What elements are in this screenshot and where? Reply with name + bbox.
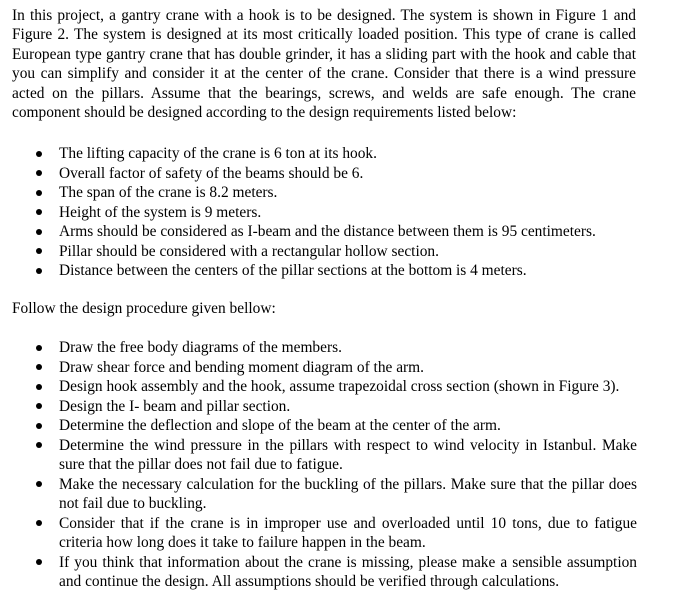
design-procedure-list	[12, 338, 679, 592]
requirement-item: The span of the crane is 8.2 meters.	[12, 183, 637, 203]
requirement-item: Distance between the centers of the pillar sections at the bottom is 4 meters.	[12, 261, 637, 281]
procedure-item: Design the I- beam and pillar section.	[12, 397, 637, 417]
procedure-item: Design hook assembly and the hook, assume trapezoidal cross section (shown in Figure 3).	[12, 377, 637, 397]
procedure-item: Determine the wind pressure in the pillars with respect to wind velocity in Istanbul. Make sure that the pillar does not fail due to fatigue.	[12, 436, 637, 475]
procedure-item: Determine the deflection and slope of the beam at the center of the arm.	[12, 416, 637, 436]
requirement-item: Overall factor of safety of the beams should be 6.	[12, 164, 637, 184]
requirement-item: Arms should be considered as I-beam and the distance between them is 95 centimeters.	[12, 222, 637, 242]
procedure-heading: Follow the design procedure given bellow:	[12, 299, 276, 317]
procedure-item: Consider that if the crane is in improper use and overloaded until 10 tons, due to fatigue criteria how long does it take to failure happen in the beam.	[12, 514, 637, 553]
procedure-item: Draw shear force and bending moment diagram of the arm.	[12, 358, 637, 378]
intro-paragraph: In this project, a gantry crane with a hook is to be designed. The system is shown in Figure 1 and Figure 2. The system is designed at its most critically loaded position. This type of crane is called European type gantry crane that has double grinder, it has a sliding part with the hook and cable that you can simplify and consider it at the center of the crane. Consider that there is a wind pressure acted on the pillars. Assume that the bearings, screws, and welds are safe enough. The crane component should be designed according to the design requirements listed below:	[12, 7, 636, 122]
procedure-item: If you think that information about the crane is missing, please make a sensible assumption and continue the design. All assumptions should be verified through calculations.	[12, 553, 637, 592]
requirement-item: The lifting capacity of the crane is 6 ton at its hook.	[12, 144, 637, 164]
requirement-item: Pillar should be considered with a rectangular hollow section.	[12, 242, 637, 262]
procedure-item: Draw the free body diagrams of the members.	[12, 338, 637, 358]
design-requirements-list	[12, 144, 679, 281]
requirement-item: Height of the system is 9 meters.	[12, 203, 637, 223]
procedure-item: Make the necessary calculation for the buckling of the pillars. Make sure that the pillar does not fail due to buckling.	[12, 475, 637, 514]
